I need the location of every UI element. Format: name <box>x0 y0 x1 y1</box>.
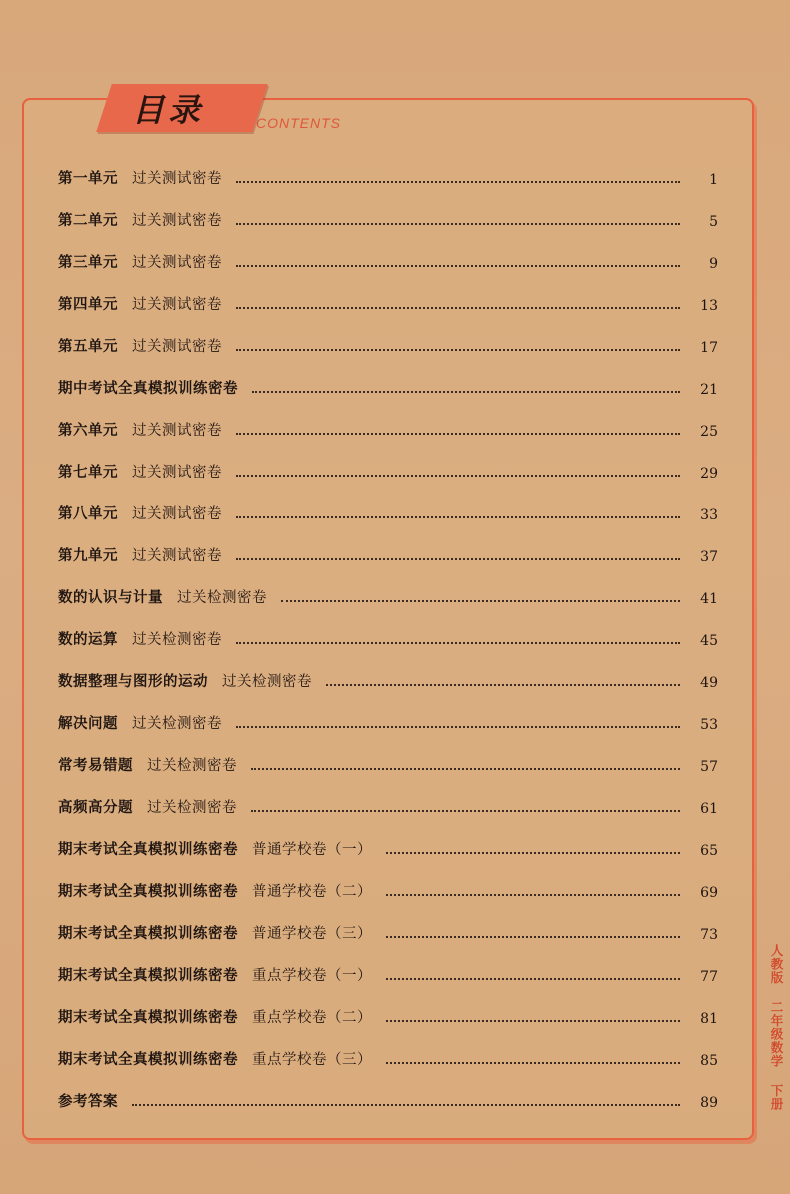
toc-entry[interactable] <box>58 901 718 943</box>
toc-entry-title: 期末考试全真模拟训练密卷 <box>58 1009 238 1026</box>
toc-entry-title: 常考易错题 <box>58 758 133 775</box>
toc-entry-subtitle: 过关测试密卷 <box>132 548 222 565</box>
toc-entry[interactable] <box>58 1027 718 1069</box>
toc-entry[interactable] <box>58 691 718 733</box>
dot-leader <box>236 181 680 183</box>
toc-entry[interactable] <box>58 607 718 649</box>
dot-leader <box>236 475 680 477</box>
toc-entry[interactable] <box>58 649 718 691</box>
dot-leader <box>281 600 680 602</box>
toc-entry[interactable] <box>58 440 718 482</box>
toc-entry-title: 第九单元 <box>58 548 118 565</box>
toc-entry-page-number: 45 <box>700 633 718 650</box>
toc-entry[interactable] <box>58 314 718 356</box>
toc-entry-subtitle: 过关测试密卷 <box>132 464 222 481</box>
page-subtitle: CONTENTS <box>256 115 341 131</box>
toc-entry[interactable] <box>58 272 718 314</box>
toc-entry-page-number: 49 <box>700 675 718 692</box>
toc-entry-page-number: 61 <box>700 801 718 817</box>
toc-entry-title: 参考答案 <box>58 1093 118 1110</box>
toc-entry-title: 第一单元 <box>58 170 118 187</box>
toc-entry-title: 第八单元 <box>58 506 118 523</box>
toc-entry-page-number: 13 <box>700 297 718 314</box>
toc-entry-subtitle: 过关测试密卷 <box>132 296 222 313</box>
toc-entry-subtitle: 过关检测密卷 <box>177 590 267 607</box>
toc-entry-page-number: 57 <box>700 759 718 776</box>
toc-entry[interactable] <box>58 985 718 1027</box>
toc-entry-subtitle: 重点学校卷（三） <box>252 1051 372 1068</box>
dot-leader <box>236 642 680 644</box>
toc-entry-title: 第四单元 <box>58 296 118 313</box>
toc-entry-subtitle: 过关检测密卷 <box>147 800 237 816</box>
toc-entry-subtitle: 过关检测密卷 <box>132 716 222 733</box>
toc-entry-title: 数的运算 <box>58 632 118 649</box>
toc-entry[interactable] <box>58 943 718 985</box>
toc-entry-title: 期末考试全真模拟训练密卷 <box>58 925 238 942</box>
toc-entry-page-number: 69 <box>700 884 718 901</box>
dot-leader <box>236 516 680 518</box>
toc-entry-page-number: 65 <box>700 842 718 859</box>
toc-entry-subtitle: 重点学校卷（一） <box>252 967 372 984</box>
dot-leader <box>386 936 680 938</box>
toc-entry[interactable] <box>58 1069 718 1111</box>
dot-leader <box>236 558 680 560</box>
toc-entry[interactable] <box>58 230 718 272</box>
toc-entry-subtitle: 过关测试密卷 <box>132 506 222 523</box>
toc-entry-subtitle: 过关测试密卷 <box>132 254 222 271</box>
toc-entry-title: 第六单元 <box>58 422 118 439</box>
toc-entry-subtitle: 普通学校卷（一） <box>252 841 372 858</box>
toc-entry-page-number: 81 <box>700 1010 718 1027</box>
toc-entry-title: 解决问题 <box>58 716 118 733</box>
dot-leader <box>252 391 680 393</box>
toc-entry[interactable] <box>58 398 718 440</box>
dot-leader <box>386 852 680 854</box>
toc-entry-subtitle: 过关测试密卷 <box>132 338 222 355</box>
toc-entry-title: 期末考试全真模拟训练密卷 <box>58 967 238 984</box>
toc-entry-subtitle: 过关测试密卷 <box>132 212 222 229</box>
dot-leader <box>236 349 680 351</box>
dot-leader <box>236 265 680 267</box>
toc-entry-subtitle: 过关检测密卷 <box>147 758 237 775</box>
toc-entry-title: 期末考试全真模拟训练密卷 <box>58 841 238 858</box>
table-of-contents <box>58 146 718 1111</box>
toc-entry[interactable] <box>58 775 718 817</box>
dot-leader <box>326 684 680 686</box>
toc-entry-page-number: 1 <box>709 171 718 188</box>
book-edition-label: 人教版 二年级数学 下册 <box>769 944 784 1111</box>
toc-entry-title: 数的认识与计量 <box>58 590 163 607</box>
toc-entry[interactable] <box>58 565 718 607</box>
toc-entry-title: 第三单元 <box>58 254 118 271</box>
toc-entry-page-number: 25 <box>700 423 718 440</box>
dot-leader <box>386 1020 680 1022</box>
toc-entry-title: 第七单元 <box>58 464 118 481</box>
toc-entry-subtitle: 过关测试密卷 <box>132 422 222 439</box>
toc-entry-page-number: 21 <box>700 381 718 398</box>
toc-entry-title: 第五单元 <box>58 338 118 355</box>
toc-entry-page-number: 73 <box>700 926 718 943</box>
toc-entry[interactable] <box>58 188 718 230</box>
toc-entry[interactable] <box>58 817 718 859</box>
dot-leader <box>386 978 680 980</box>
toc-entry[interactable] <box>58 146 718 188</box>
toc-entry-page-number: 29 <box>700 465 718 482</box>
toc-entry-page-number: 9 <box>709 255 718 272</box>
toc-entry-page-number: 41 <box>700 591 718 608</box>
toc-entry-page-number: 85 <box>700 1052 718 1069</box>
dot-leader <box>132 1104 680 1106</box>
dot-leader <box>236 726 680 728</box>
toc-entry-page-number: 5 <box>709 213 718 230</box>
toc-entry-subtitle: 普通学校卷（二） <box>252 883 372 900</box>
toc-entry-title: 数据整理与图形的运动 <box>58 674 208 691</box>
toc-entry-title: 期末考试全真模拟训练密卷 <box>58 1051 238 1068</box>
toc-entry-page-number: 37 <box>700 549 718 566</box>
toc-entry-subtitle: 过关检测密卷 <box>132 632 222 649</box>
dot-leader <box>236 307 680 309</box>
dot-leader <box>236 433 680 435</box>
dot-leader <box>386 894 680 896</box>
toc-entry[interactable] <box>58 356 718 398</box>
toc-entry[interactable] <box>58 523 718 565</box>
toc-entry[interactable] <box>58 859 718 901</box>
toc-entry[interactable] <box>58 482 718 524</box>
toc-entry-title: 期中考试全真模拟训练密卷 <box>58 380 238 397</box>
page-title: 目录 <box>132 91 205 129</box>
dot-leader <box>386 1062 680 1064</box>
toc-entry-subtitle: 重点学校卷（二） <box>252 1009 372 1026</box>
toc-entry-subtitle: 过关测试密卷 <box>132 170 222 187</box>
toc-entry-subtitle: 普通学校卷（三） <box>252 925 372 942</box>
toc-entry-page-number: 33 <box>700 507 718 524</box>
toc-entry-page-number: 17 <box>700 339 718 356</box>
dot-leader <box>236 223 680 225</box>
toc-entry-title: 高频高分题 <box>58 800 133 816</box>
dot-leader <box>251 810 680 812</box>
toc-entry[interactable] <box>58 733 718 775</box>
toc-entry-title: 期末考试全真模拟训练密卷 <box>58 883 238 900</box>
toc-entry-title: 第二单元 <box>58 212 118 229</box>
toc-entry-page-number: 89 <box>700 1094 718 1111</box>
toc-entry-page-number: 53 <box>700 717 718 734</box>
dot-leader <box>251 768 680 770</box>
toc-entry-subtitle: 过关检测密卷 <box>222 674 312 691</box>
toc-entry-page-number: 77 <box>700 968 718 985</box>
